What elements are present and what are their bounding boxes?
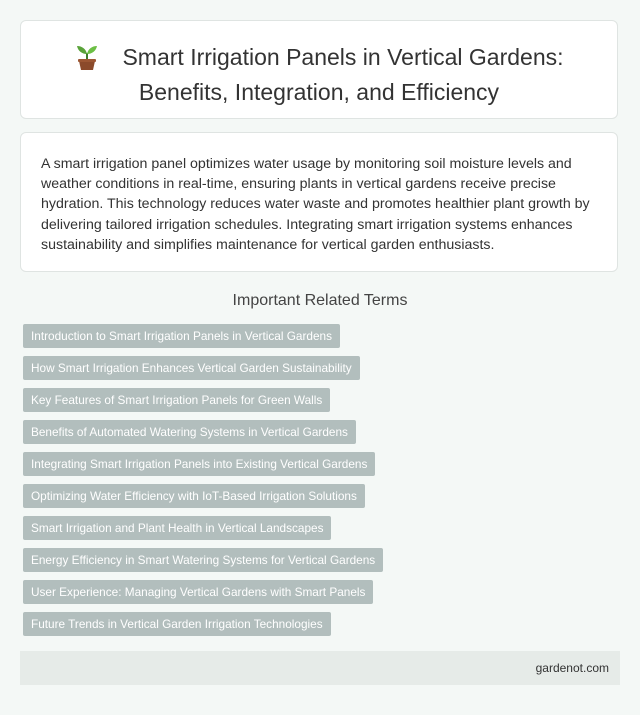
page-title-line-2: Benefits, Integration, and Efficiency	[138, 79, 500, 105]
term-tag[interactable]: Optimizing Water Efficiency with IoT-Based Irrigation Solutions	[23, 484, 365, 508]
term-tag[interactable]: Integrating Smart Irrigation Panels into Existing Vertical Gardens	[23, 452, 375, 476]
term-tag[interactable]: Benefits of Automated Watering Systems in Vertical Gardens	[23, 420, 356, 444]
footer	[20, 651, 620, 685]
term-tag[interactable]: Key Features of Smart Irrigation Panels for Green Walls	[23, 388, 330, 412]
term-tag[interactable]: Future Trends in Vertical Garden Irrigation Technologies	[23, 612, 331, 636]
intro-card	[20, 132, 618, 272]
intro-paragraph: A smart irrigation panel optimizes water usage by monitoring soil moisture levels and weather conditions in real-time, ensuring plants in vertical gardens receive precise hydration. This technology reduces water waste and promotes healthier plant growth by delivering tailored irrigation schedules. Integrating smart irrigation systems enhances sustainability and simplifies maintenance for vertical garden enthusiasts.	[41, 156, 590, 253]
seedling-icon	[74, 43, 100, 78]
page-title-line-1: Smart Irrigation Panels in Vertical Gardens:	[122, 44, 564, 70]
title-card	[20, 20, 618, 119]
term-tag[interactable]: Introduction to Smart Irrigation Panels in Vertical Gardens	[23, 324, 340, 348]
page-title	[21, 43, 617, 107]
term-tag[interactable]: Energy Efficiency in Smart Watering Systems for Vertical Gardens	[23, 548, 383, 572]
term-tag[interactable]: User Experience: Managing Vertical Gardens with Smart Panels	[23, 580, 373, 604]
term-tag[interactable]: Smart Irrigation and Plant Health in Vertical Landscapes	[23, 516, 331, 540]
related-terms-list	[23, 324, 383, 644]
footer-site-link[interactable]: gardenot.com	[535, 661, 609, 675]
related-terms-heading: Important Related Terms	[232, 292, 408, 309]
term-tag[interactable]: How Smart Irrigation Enhances Vertical Garden Sustainability	[23, 356, 360, 380]
